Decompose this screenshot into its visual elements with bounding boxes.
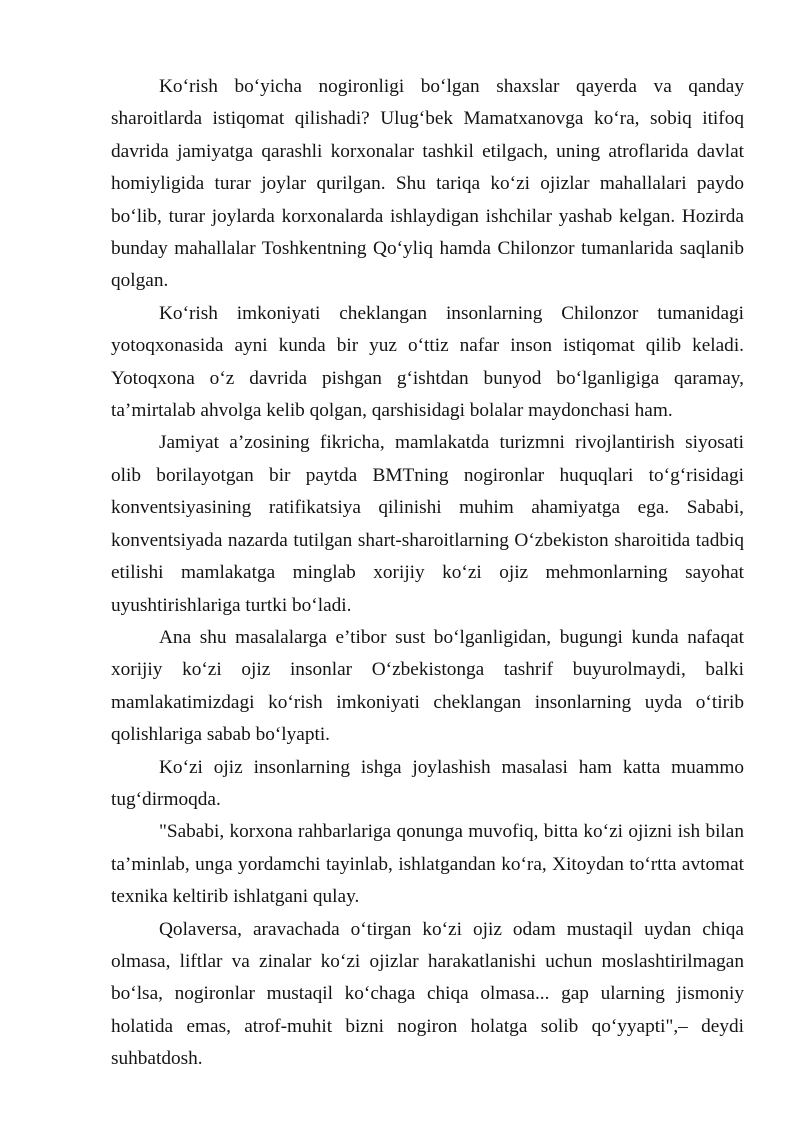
- paragraph: Ko‘rish imkoniyati cheklangan insonlarning Chilonzor tumanidagi yotoqxonasida ayni kunda bir yuz o‘ttiz nafar inson istiqomat qilib keladi. Yotoqxona o‘z davrida pishgan g‘ishtdan bunyod bo‘lganligiga qaramay, ta’mirtalab ahvolga kelib qolgan, qarshisidagi bolalar maydonchasi ham.: [111, 302, 744, 422]
- paragraph: Qolaversa, aravachada o‘tirgan ko‘zi ojiz odam mustaqil uydan chiqa olmasa, liftlar va zinalar ko‘zi ojizlar harakatlanishi uchun moslashtirilmagan bo‘lsa, nogironlar mustaqil ko‘chaga chiqa olmasa... gap ularning jismoniy holatida emas, atrof-muhit bizni nogiron holatga solib qo‘yyapti",– deydi suhbatdosh.: [111, 918, 744, 1070]
- paragraph: Jamiyat a’zosining fikricha, mamlakatda turizmni rivojlantirish siyosati olib borilayotgan bir paytda BMTning nogironlar huquqlari to‘g‘risidagi konventsiyasining ratifikatsiya qilinishi muhim ahamiyatga ega. Sababi, konventsiyada nazarda tutilgan shart-sharoitlarning O‘zbekiston sharoitida tadbiq etilishi mamlakatga minglab xorijiy ko‘zi ojiz mehmonlarning sayohat uyushtirishlariga turtki bo‘ladi.: [111, 432, 744, 616]
- paragraph: Ko‘zi ojiz insonlarning ishga joylashish masalasi ham katta muammo tug‘dirmoqda.: [111, 756, 744, 810]
- paragraph: Ko‘rish bo‘yicha nogironligi bo‘lgan shaxslar qayerda va qanday sharoitlarda istiqomat qilishadi? Ulug‘bek Mamatxanovga ko‘ra, sobiq itifoq davrida jamiyatga qarashli korxonalar tashkil etilgach, uning atroflarida davlat homiyligida turar joylar qurilgan. Shu tariqa ko‘zi ojizlar mahallalari paydo bo‘lib, turar joylarda korxonalarda ishlaydigan ishchilar yashab kelgan. Hozirda bunday mahallalar Toshkentning Qo‘yliq hamda Chilonzor tumanlarida saqlanib qolgan.: [111, 76, 744, 292]
- paragraph: "Sababi, korxona rahbarlariga qonunga muvofiq, bitta ko‘zi ojizni ish bilan ta’minlab, unga yordamchi tayinlab, ishlatgandan ko‘ra, Xitoydan to‘rtta avtomat texnika keltirib ishlatgani qulay.: [111, 821, 744, 908]
- paragraph: Ana shu masalalarga e’tibor sust bo‘lganligidan, bugungi kunda nafaqat xorijiy ko‘zi ojiz insonlar O‘zbekistonga tashrif buyurolmaydi, balki mamlakatimizdagi ko‘rish imkoniyati cheklangan insonlarning uyda o‘tirib qolishlariga sabab bo‘lyapti.: [111, 626, 744, 746]
- document-body: [111, 71, 744, 1076]
